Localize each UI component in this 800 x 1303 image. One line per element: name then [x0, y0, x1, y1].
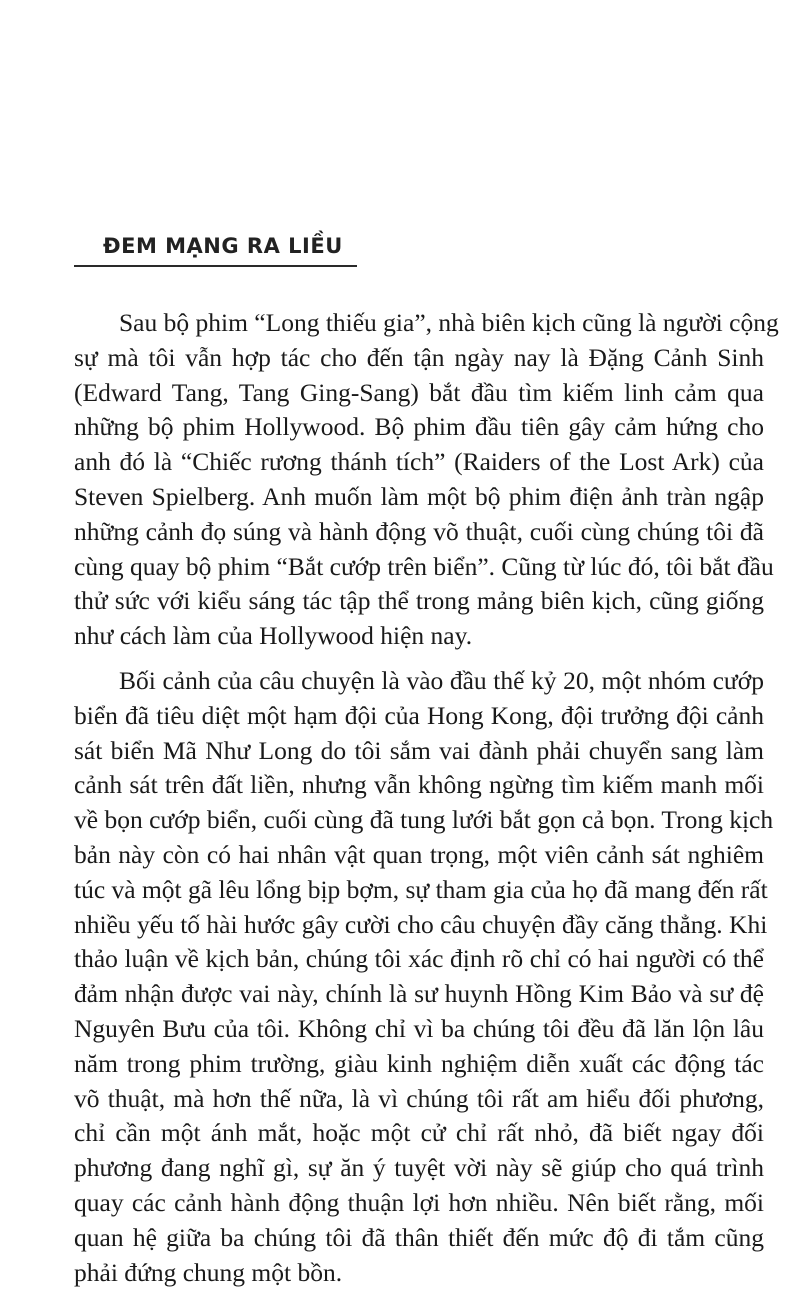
text-line: túc và một gã lêu lổng bịp bợm, sự tham gia của họ đã mang đến rất [74, 874, 768, 904]
text-line: cùng quay bộ phim “Bắt cướp trên biển”. Cũng từ lúc đó, tôi bắt đầu [74, 551, 774, 581]
chapter-title: ĐEM MẠNG RA LIỀU [103, 234, 343, 258]
paragraph-1 [74, 306, 779, 654]
text-line: năm trong phim trường, giàu kinh nghiệm diễn xuất các động tác [74, 1048, 764, 1078]
text-line: Nguyên Bưu của tôi. Không chỉ vì ba chúng tôi đều đã lăn lộn lâu [74, 1013, 764, 1043]
text-line: chỉ cần một ánh mắt, hoặc một cử chỉ rất nhỏ, đã biết ngay đối [74, 1118, 764, 1148]
text-line: những bộ phim Hollywood. Bộ phim đầu tiên gây cảm hứng cho [74, 412, 764, 442]
chapter-heading [74, 234, 357, 268]
text-line: Bối cảnh của câu chuyện là vào đầu thế kỷ 20, một nhóm cướp [119, 665, 764, 695]
text-line: anh đó là “Chiếc rương thánh tích” (Raiders of the Lost Ark) của [74, 447, 764, 477]
text-line: sự mà tôi vẫn hợp tác cho đến tận ngày nay là Đặng Cảnh Sinh [74, 342, 764, 372]
text-line: như cách làm của Hollywood hiện nay. [74, 621, 473, 651]
text-line: bản này còn có hai nhân vật quan trọng, một viên cảnh sát nghiêm [74, 839, 764, 869]
text-line: (Edward Tang, Tang Ging-Sang) bắt đầu tìm kiếm linh cảm qua [74, 377, 764, 407]
text-line: võ thuật, mà hơn thế nữa, là vì chúng tôi rất am hiểu đối phương, [74, 1083, 764, 1113]
text-line: Sau bộ phim “Long thiếu gia”, nhà biên kịch cũng là người cộng [119, 308, 779, 337]
text-line: đảm nhận được vai này, chính là sư huynh Hồng Kim Bảo và sư đệ [74, 979, 764, 1009]
text-line: thảo luận về kịch bản, chúng tôi xác định rõ chỉ có hai người có thể [74, 944, 764, 974]
text-line: quay các cảnh hành động thuận lợi hơn nhiều. Nên biết rằng, mối [74, 1187, 764, 1217]
text-line: sát biển Mã Như Long do tôi sắm vai đành phải chuyển sang làm [74, 735, 764, 765]
text-line: về bọn cướp biển, cuối cùng đã tung lưới bắt gọn cả bọn. Trong kịch [74, 805, 774, 835]
text-line: quan hệ giữa ba chúng tôi đã thân thiết đến mức độ đi tắm cũng [74, 1222, 764, 1252]
text-line: nhiều yếu tố hài hước gây cười cho câu chuyện đầy căng thẳng. Khi [74, 909, 768, 939]
text-line: biển đã tiêu diệt một hạm đội của Hong Kong, đội trưởng đội cảnh [74, 700, 764, 730]
text-line: phương đang nghĩ gì, sự ăn ý tuyệt vời này sẽ giúp cho quá trình [74, 1153, 764, 1183]
heading-underline [74, 265, 357, 267]
body-text [74, 306, 779, 1290]
text-line: cảnh sát trên đất liền, nhưng vẫn không ngừng tìm kiếm manh mối [74, 770, 764, 800]
text-line: thử sức với kiểu sáng tác tập thể trong mảng biên kịch, cũng giống [74, 586, 764, 616]
paragraph-2 [74, 664, 774, 1290]
text-line: những cảnh đọ súng và hành động võ thuật, cuối cùng chúng tôi đã [74, 516, 764, 546]
text-line: Steven Spielberg. Anh muốn làm một bộ phim điện ảnh tràn ngập [74, 481, 764, 511]
text-line: phải đứng chung một bồn. [74, 1257, 343, 1287]
